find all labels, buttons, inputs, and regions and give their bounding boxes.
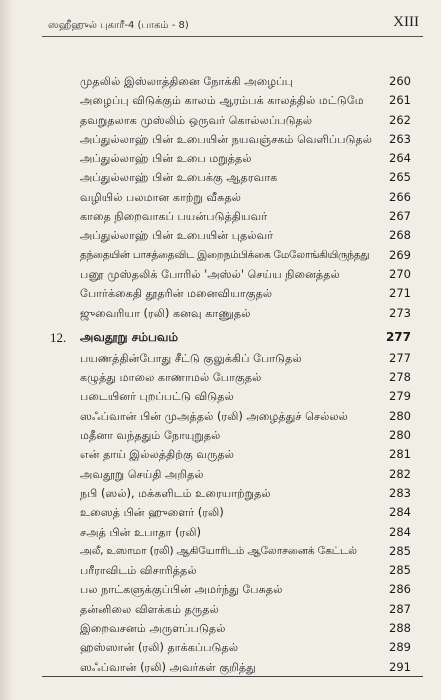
toc-entry-page: 289 bbox=[389, 640, 411, 655]
toc-entry-page: 280 bbox=[389, 428, 411, 443]
toc-entry bbox=[0, 542, 441, 561]
toc-entry bbox=[0, 387, 441, 406]
toc-entry-title: சஅத் பின் உபாதா (ரலி) bbox=[80, 525, 201, 539]
toc-entry bbox=[0, 561, 441, 580]
toc-entry-page: 284 bbox=[389, 524, 411, 539]
toc-entry-page: 266 bbox=[389, 189, 411, 204]
toc-entry-page: 284 bbox=[389, 505, 411, 520]
toc-entry-title: முதலில் இஸ்லாத்தினை நோக்கி அழைப்பு bbox=[80, 75, 293, 88]
toc-entry-title: தவறுதலாக முஸ்லிம் ஒருவர் கொல்லப்படுதல் bbox=[80, 113, 313, 127]
toc-entry-title: போர்க்கைதி தூதரின் மனைவியாகுதல் bbox=[80, 287, 273, 301]
page-header bbox=[0, 0, 441, 52]
toc-entry-page: 291 bbox=[389, 659, 411, 674]
toc-entry bbox=[0, 619, 441, 638]
toc-entry-title: ஹஸ்ஸான் (ரலி) தாக்கப்படுதல் bbox=[80, 641, 239, 655]
toc-entry bbox=[0, 368, 441, 387]
page-number: XIII bbox=[393, 14, 419, 30]
toc-entry-title: உஸைத் பின் ஹுளைர் (ரலி) bbox=[80, 506, 224, 520]
toc-entry bbox=[0, 111, 441, 130]
toc-entry bbox=[0, 265, 441, 284]
toc-entry-page: 270 bbox=[389, 266, 411, 281]
toc-entry-title: காதை நிறைவாகப் பயன்படுத்தியவர் bbox=[80, 210, 268, 224]
toc-entry-title: படையினர் புறப்பட்டு விடுதல் bbox=[80, 390, 234, 404]
toc-entry-title: இறைவசனம் அருளப்படுதல் bbox=[80, 622, 226, 636]
section-title: அவதூறு சம்பவம் bbox=[80, 329, 179, 344]
toc-entry-title: பரீராவிடம் விசாரித்தல் bbox=[80, 564, 197, 578]
toc-entry bbox=[0, 188, 441, 207]
toc-entry-page: 282 bbox=[389, 466, 411, 481]
toc-entry bbox=[0, 207, 441, 226]
toc-entry-page: 271 bbox=[389, 286, 411, 301]
toc-entry-title: அப்துல்லாஹ் பின் உபையின் புதல்வர் bbox=[80, 229, 274, 243]
toc-entry bbox=[0, 349, 441, 368]
header-rule bbox=[42, 36, 423, 37]
toc-section-heading bbox=[0, 327, 441, 349]
section-number: 12. bbox=[50, 329, 67, 345]
toc-entry-page: 278 bbox=[389, 370, 411, 385]
toc-entry-title: பல நாட்களுக்குப்பின் அமர்ந்து பேசுதல் bbox=[80, 583, 283, 597]
toc-entry-title: கழுத்து மாலை காணாமல் போகுதல் bbox=[80, 371, 262, 385]
toc-entry-page: 285 bbox=[389, 543, 411, 558]
toc-entry bbox=[0, 638, 441, 657]
toc-entry-page: 279 bbox=[389, 389, 411, 404]
toc-entry-page: 287 bbox=[389, 601, 411, 616]
toc-entry bbox=[0, 149, 441, 168]
toc-entry-title: ஸஃப்வான் (ரலி) அவர்கள் குறித்து bbox=[80, 660, 256, 674]
toc-entry-page: 280 bbox=[389, 408, 411, 423]
toc-entry-title: ஜுவைரியா (ரலி) கனவு காணுதல் bbox=[80, 306, 251, 320]
toc-entry-title: அப்துல்லாஹ் பின் உபை மறுத்தல் bbox=[80, 152, 252, 166]
toc-entry bbox=[0, 658, 441, 677]
toc-entry-page: 269 bbox=[389, 247, 411, 262]
toc-entry bbox=[0, 72, 441, 91]
section-page: 277 bbox=[385, 329, 411, 344]
toc-entry-page: 283 bbox=[389, 485, 411, 500]
toc-entry-page: 263 bbox=[389, 131, 411, 146]
toc-entry bbox=[0, 465, 441, 484]
toc-entry-page: 288 bbox=[389, 621, 411, 636]
toc-entry bbox=[0, 130, 441, 149]
toc-entry-title: அழைப்பு விடுக்கும் காலம் ஆரம்பக் காலத்தில் மட்டுமே bbox=[80, 94, 364, 108]
toc-entry-title: என் தாய் இல்லத்திற்கு வருதல் bbox=[80, 448, 235, 462]
footer-rule bbox=[42, 676, 423, 677]
toc-entry bbox=[0, 445, 441, 464]
toc-entry bbox=[0, 407, 441, 426]
toc-entry-title: பயணத்தின்போது சீட்டு குலுக்கிப் போடுதல் bbox=[80, 351, 302, 365]
toc-entry bbox=[0, 523, 441, 542]
toc-entry-title: அவதூறு செய்தி அறிதல் bbox=[80, 467, 204, 481]
toc-entry-title: ஸஃப்வான் பின் முஅத்தல் (ரலி) அழைத்துச் செல்லல் bbox=[80, 409, 348, 423]
toc-entry-page: 260 bbox=[389, 74, 411, 88]
toc-entry-title: அப்துல்லாஹ் பின் உபைக்கு ஆதரவாக bbox=[80, 171, 278, 185]
running-head: ஸஹீஹுல் புகாரீ-4 (பாகம் - 8) bbox=[48, 20, 189, 31]
toc-entry-page: 261 bbox=[389, 93, 411, 108]
toc-entry-page: 264 bbox=[389, 151, 411, 166]
toc-entry-title: தன்னிலை விளக்கம் தருதல் bbox=[80, 602, 219, 616]
toc-entry-page: 265 bbox=[389, 170, 411, 185]
toc-entry-page: 277 bbox=[389, 350, 411, 365]
toc-group-1 bbox=[0, 72, 441, 323]
toc-entry bbox=[0, 246, 441, 265]
toc-entry-page: 281 bbox=[389, 447, 411, 462]
toc-entry bbox=[0, 284, 441, 303]
toc-entry-title: வழியில் பலமான காற்று வீசுதல் bbox=[80, 190, 242, 204]
toc-entry-title: மதீனா வந்ததும் நோயுறுதல் bbox=[80, 429, 221, 443]
toc-entry bbox=[0, 168, 441, 187]
toc-entry bbox=[0, 426, 441, 445]
toc-entry bbox=[0, 600, 441, 619]
toc-entry-page: 285 bbox=[389, 563, 411, 578]
toc-group-2 bbox=[0, 349, 441, 677]
toc-entry-page: 273 bbox=[389, 305, 411, 320]
toc-entry bbox=[0, 304, 441, 323]
toc-entry-page: 268 bbox=[389, 228, 411, 243]
toc-entry-page: 262 bbox=[389, 112, 411, 127]
toc-entry bbox=[0, 580, 441, 599]
toc-entry-title: நபி (ஸல்), மக்களிடம் உரையாற்றுதல் bbox=[80, 486, 271, 500]
toc-entry-title: அலீ, உஸாமா (ரலி) ஆகியோரிடம் ஆலோசனைக் கேட்டல் bbox=[80, 544, 357, 557]
toc-entry bbox=[0, 226, 441, 245]
toc-entry-title: தந்தையின் பாசத்தைவிட இறைநம்பிக்கை மேலோங்கியிருந்தது bbox=[80, 248, 370, 261]
toc-entry-page: 286 bbox=[389, 582, 411, 597]
toc-entry bbox=[0, 91, 441, 110]
toc-entry bbox=[0, 503, 441, 522]
toc-entry-title: அப்துல்லாஹ் பின் உபையின் நயவஞ்சகம் வெளிப்படுதல் bbox=[80, 132, 373, 146]
toc-entry-title: பனூ முஸ்தலிக் போரில் 'அஸ்ல்' செய்ய நினைத்தல் bbox=[80, 267, 340, 281]
table-of-contents bbox=[0, 72, 441, 677]
toc-entry bbox=[0, 484, 441, 503]
toc-entry-page: 267 bbox=[389, 209, 411, 224]
